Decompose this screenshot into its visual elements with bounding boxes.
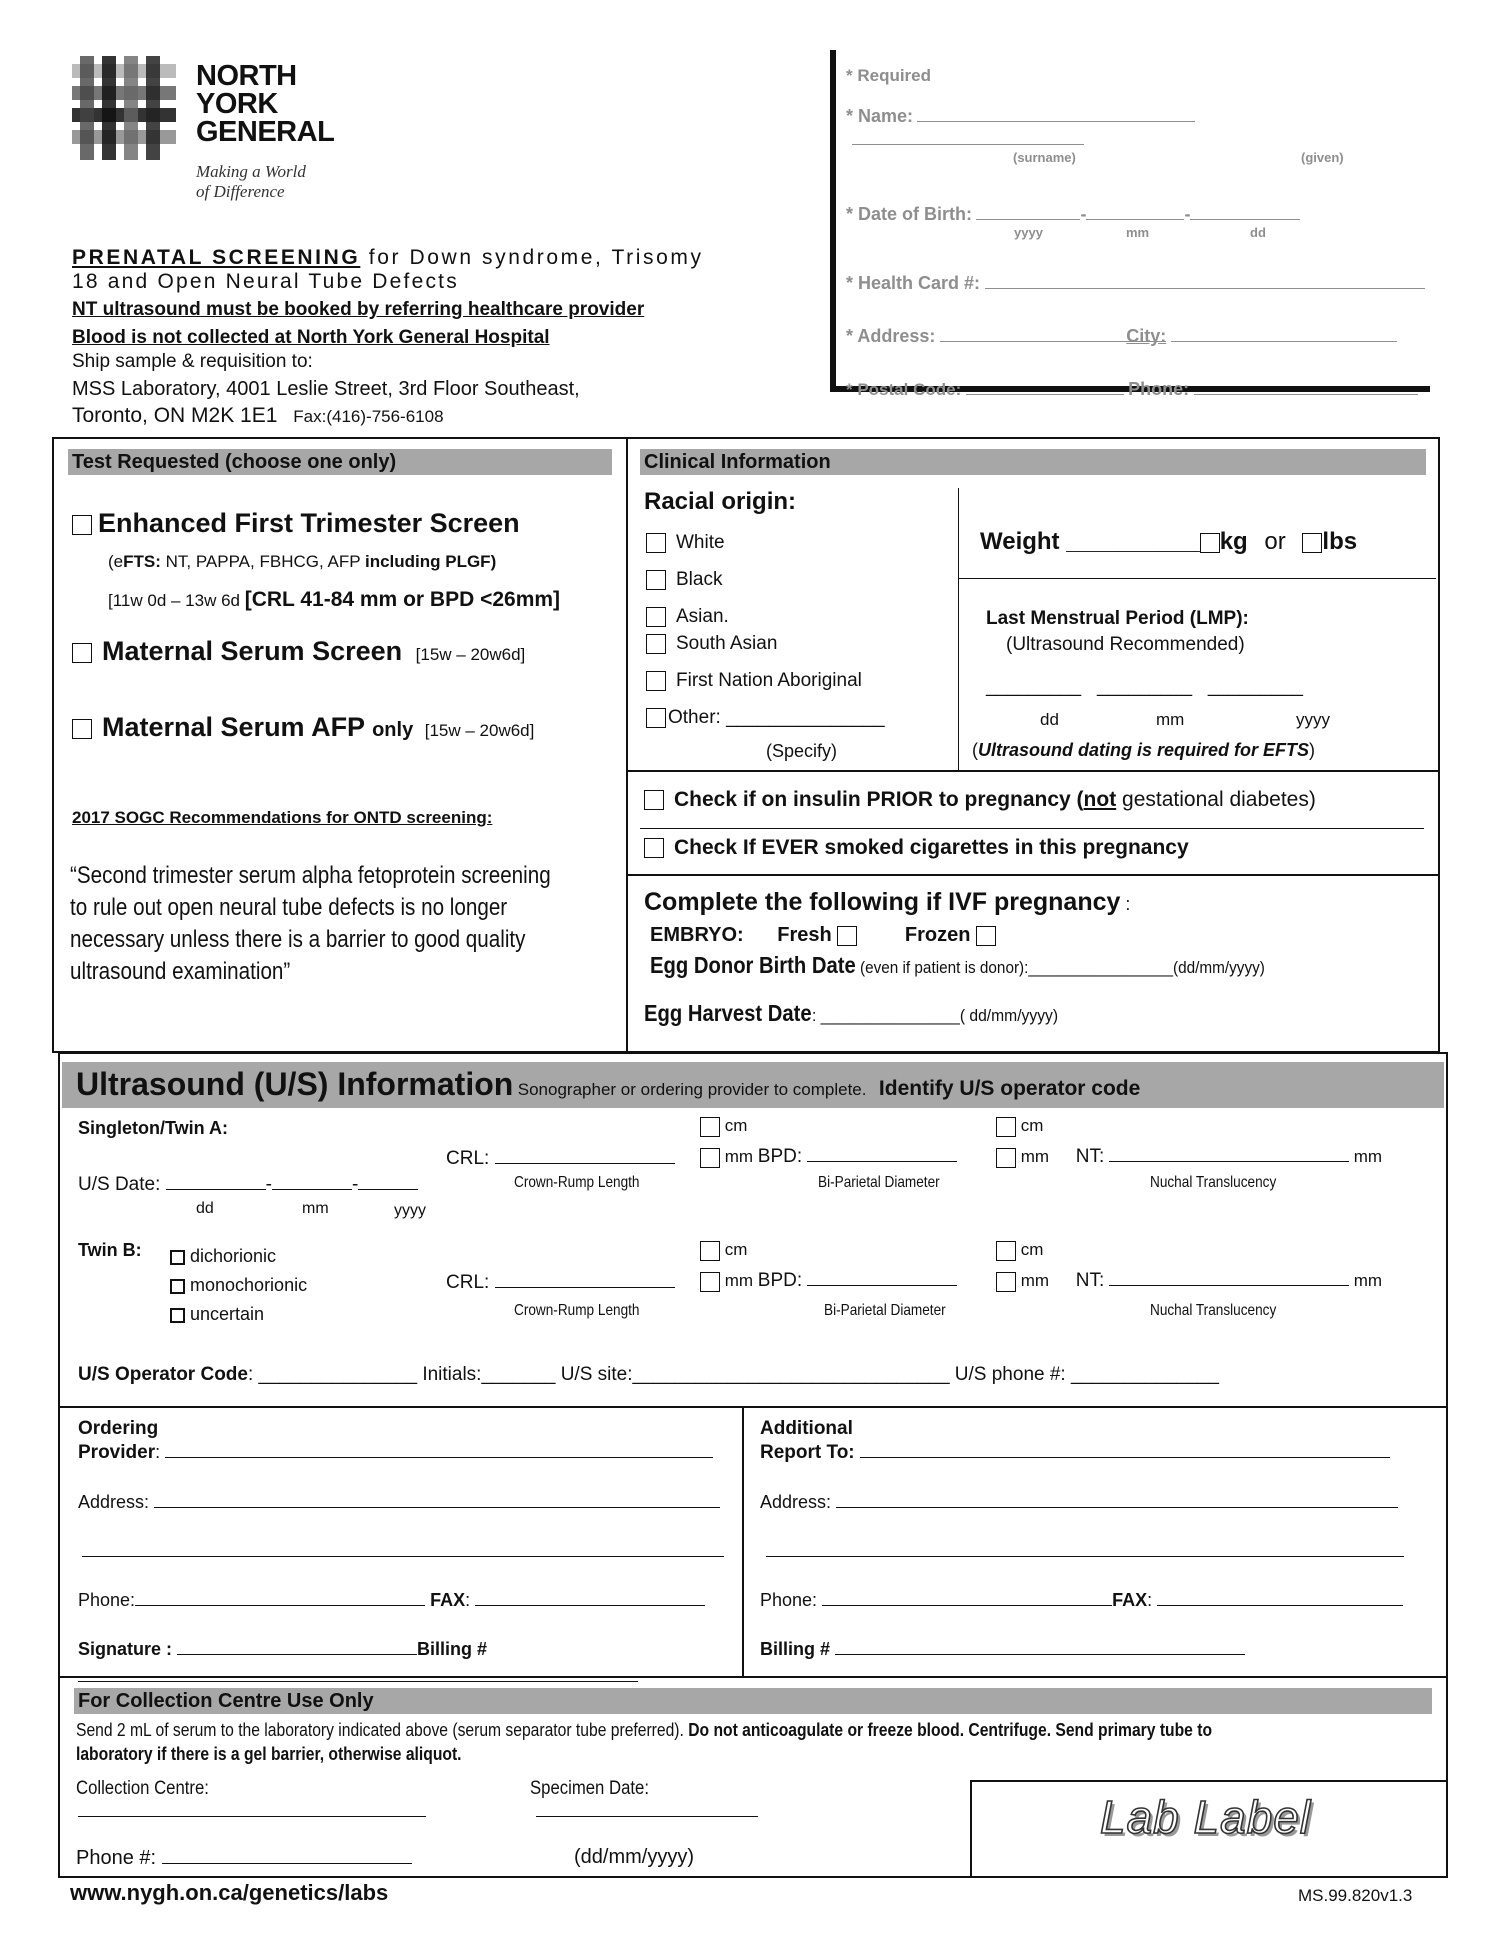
b-bpd-label: BPD: bbox=[757, 1270, 803, 1291]
patient-fields: * Required * Name: (surname) (given) * Date of Birth: - - yyyy mm dd * Health Card #: * Address: City: * Postal Code: Phone: bbox=[846, 66, 1436, 400]
required-note: * Required bbox=[846, 66, 932, 85]
smoke-option[interactable] bbox=[644, 836, 1189, 860]
twin-b-uncertain[interactable]: uncertain bbox=[170, 1300, 307, 1329]
specimen-date-field[interactable] bbox=[536, 1816, 758, 1817]
ordering-address-label: Address: bbox=[78, 1492, 150, 1512]
ordering-address-field[interactable] bbox=[154, 1490, 720, 1508]
logo-name-line2: YORK bbox=[196, 88, 278, 120]
logo bbox=[72, 56, 352, 216]
dob-month-field[interactable] bbox=[1086, 202, 1184, 220]
form-code: MS.99.820v1.3 bbox=[1298, 1886, 1413, 1905]
race-south-asian[interactable]: South Asian bbox=[646, 633, 885, 670]
bpd-cm-checkbox[interactable] bbox=[996, 1117, 1016, 1137]
race-specify-caption: (Specify) bbox=[766, 741, 838, 761]
efts-range-crl: [CRL 41-84 mm or BPD <26mm] bbox=[244, 588, 561, 611]
efts-detail-b: FTS: bbox=[123, 552, 161, 571]
logo-mark-icon bbox=[72, 56, 176, 160]
collection-instr-b: Do not anticoagulate or freeze blood. Centrifuge. Send primary tube to bbox=[688, 1720, 1213, 1740]
dob-day-field[interactable] bbox=[1190, 202, 1300, 220]
b-bpd-field[interactable] bbox=[807, 1268, 957, 1286]
egg-harvest-row[interactable] bbox=[644, 1000, 1080, 1027]
ordering-provider: Ordering Provider: Address: Phone: FAX: Signature : Billing # bbox=[78, 1418, 728, 1687]
b-crl-field[interactable] bbox=[495, 1270, 675, 1288]
additional-title-1: Additional bbox=[760, 1418, 853, 1439]
blood-note: Blood is not collected at North York General Hospital bbox=[72, 327, 550, 348]
tests-heading: Test Requested (choose one only) bbox=[68, 449, 612, 475]
lbs-label: lbs bbox=[1322, 528, 1358, 555]
kg-checkbox[interactable] bbox=[1200, 533, 1220, 553]
lmp-dd-caption: dd bbox=[1040, 710, 1059, 729]
lbs-checkbox[interactable] bbox=[1302, 533, 1322, 553]
additional-address-label: Address: bbox=[760, 1492, 832, 1512]
b-nt-field[interactable] bbox=[1109, 1268, 1349, 1286]
crl-field[interactable] bbox=[495, 1146, 675, 1164]
collection-instructions bbox=[76, 1718, 1311, 1766]
ordering-title-1: Ordering bbox=[78, 1418, 159, 1439]
signature-label: Signature : bbox=[78, 1639, 173, 1659]
weight-divider-h bbox=[958, 578, 1436, 579]
embryo-row bbox=[650, 924, 996, 947]
specimen-date-format: (dd/mm/yyyy) bbox=[574, 1846, 694, 1868]
weight-label: Weight __________ bbox=[980, 528, 1200, 555]
us-date-label: U/S Date: bbox=[78, 1174, 161, 1195]
smoke-label: Check If EVER smoked cigarettes in this pregnancy bbox=[674, 836, 1189, 859]
health-card-field[interactable] bbox=[985, 271, 1425, 289]
logo-tagline-1: Making a World bbox=[196, 162, 306, 181]
kg-label: kg bbox=[1219, 528, 1248, 555]
b-crl-label: CRL: bbox=[446, 1272, 490, 1293]
nt-note: NT ultrasound must be booked by referring healthcare provider bbox=[72, 299, 645, 320]
postal-code-field[interactable] bbox=[966, 377, 1124, 395]
operator-row[interactable] bbox=[78, 1364, 1219, 1386]
additional-address-field-2[interactable] bbox=[766, 1539, 1404, 1557]
twin-a-label: Singleton/Twin A: bbox=[78, 1118, 228, 1138]
lab-label-text: Lab Label bbox=[1100, 1791, 1312, 1843]
additional-title-2: Report To: bbox=[760, 1442, 855, 1463]
ordering-phone-field[interactable] bbox=[135, 1588, 425, 1606]
b-nt-label: NT: bbox=[1075, 1270, 1105, 1291]
sogc-quote bbox=[70, 860, 603, 988]
lmp-mm-caption: mm bbox=[1156, 710, 1185, 729]
mss-range: [15w – 20w6d] bbox=[415, 645, 526, 664]
insulin-note: gestational diabetes) bbox=[1116, 788, 1316, 811]
ultrasound-subtitle: Sonographer or ordering provider to complete. bbox=[517, 1080, 867, 1099]
lmp-note: (Ultrasound dating is required for EFTS) bbox=[972, 740, 1316, 760]
race-list bbox=[646, 532, 885, 762]
ivf-title bbox=[644, 888, 1130, 917]
ivf-colon: : bbox=[1120, 894, 1131, 914]
ultrasound-title: Ultrasound (U/S) Information bbox=[76, 1066, 514, 1102]
name-label: * Name: bbox=[846, 106, 914, 126]
b-bpd-caption: Bi-Parietal Diameter bbox=[824, 1302, 946, 1319]
clinical-heading: Clinical Information bbox=[640, 449, 1426, 475]
weight-field[interactable] bbox=[980, 528, 1357, 556]
egg-harvest-note: : ________________( dd/mm/yyyy) bbox=[812, 1006, 1059, 1025]
bpd-mm-checkbox[interactable] bbox=[996, 1148, 1016, 1168]
lmp-subtitle: (Ultrasound Recommended) bbox=[1006, 634, 1245, 655]
collection-instr-c: laboratory if there is a gel barrier, otherwise aliquot. bbox=[76, 1744, 462, 1764]
city-label: City: bbox=[1126, 326, 1167, 346]
us-date-yyyy: yyyy bbox=[394, 1202, 426, 1219]
additional-address-field[interactable] bbox=[836, 1490, 1398, 1508]
efts-checkbox[interactable] bbox=[72, 515, 92, 535]
additional-report: Additional Report To: Address: Phone: FAX: Billing # bbox=[760, 1418, 1430, 1660]
us-date-dd: dd bbox=[196, 1200, 214, 1217]
collection-phone-row[interactable] bbox=[76, 1846, 412, 1870]
sogc-heading: 2017 SOGC Recommendations for ONTD screening: bbox=[72, 808, 493, 827]
afp-option[interactable] bbox=[72, 712, 534, 743]
race-asian[interactable]: Asian. bbox=[646, 606, 885, 633]
racial-origin-label: Racial origin: bbox=[644, 488, 797, 515]
ultrasound-operator-note: Identify U/S operator code bbox=[878, 1077, 1141, 1100]
ivf-title-text: Complete the following if IVF pregnancy bbox=[644, 888, 1121, 916]
efts-detail-a: (e bbox=[108, 552, 124, 571]
additional-phone-field[interactable] bbox=[822, 1588, 1112, 1606]
collection-heading: For Collection Centre Use Only bbox=[74, 1688, 1432, 1714]
footer-url[interactable]: www.nygh.on.ca/genetics/labs bbox=[70, 1880, 389, 1905]
nt-label: NT: bbox=[1075, 1146, 1105, 1167]
b-crl-caption: Crown-Rump Length bbox=[514, 1302, 640, 1319]
efts-title: Enhanced First Trimester Screen bbox=[98, 508, 520, 538]
egg-donor-row[interactable] bbox=[650, 952, 1310, 979]
surname-caption: (surname) bbox=[1013, 150, 1076, 165]
quote-line-2: to rule out open neural tube defects is no longer bbox=[70, 894, 508, 921]
dob-yyyy-caption: yyyy bbox=[1014, 225, 1043, 240]
race-black[interactable]: Black bbox=[646, 569, 885, 606]
egg-harvest-label: Egg Harvest Date bbox=[644, 1000, 812, 1026]
b-crl-mm-checkbox[interactable] bbox=[700, 1272, 720, 1292]
efts-components bbox=[108, 552, 496, 572]
dob-mm-caption: mm bbox=[1126, 225, 1150, 240]
collection-centre-field[interactable] bbox=[78, 1816, 426, 1817]
efts-range bbox=[108, 588, 560, 612]
efts-detail-d: including PLGF) bbox=[364, 552, 497, 571]
egg-donor-label: Egg Donor Birth Date bbox=[650, 952, 856, 978]
ordering-fax-field[interactable] bbox=[475, 1588, 705, 1606]
smoke-checkbox[interactable] bbox=[644, 838, 664, 858]
lmp-title: Last Menstrual Period (LMP): bbox=[986, 608, 1249, 629]
address-label: * Address: bbox=[846, 326, 936, 346]
bpd-field[interactable] bbox=[807, 1144, 957, 1162]
additional-fax-field[interactable] bbox=[1157, 1588, 1403, 1606]
page-title-rest: for Down syndrome, Trisomy bbox=[360, 246, 704, 269]
ordering-billing-label: Billing # bbox=[417, 1639, 488, 1659]
phone-label: Phone: bbox=[1128, 379, 1190, 399]
additional-billing-field[interactable] bbox=[835, 1637, 1245, 1655]
crl-label: CRL: bbox=[446, 1148, 490, 1169]
collection-centre-label: Collection Centre: bbox=[76, 1778, 209, 1799]
health-card-label: * Health Card #: bbox=[846, 273, 981, 293]
crl-caption: Crown-Rump Length bbox=[514, 1174, 640, 1191]
mss-option[interactable] bbox=[72, 636, 525, 667]
b-nt-caption: Nuchal Translucency bbox=[1150, 1302, 1277, 1319]
b-crl-cm-checkbox[interactable] bbox=[700, 1241, 720, 1261]
ordering-fax-label: FAX bbox=[430, 1590, 466, 1610]
bpd-label: BPD: bbox=[757, 1146, 803, 1167]
twin-b-monochorionic[interactable]: monochorionic bbox=[170, 1271, 307, 1300]
race-white[interactable]: White bbox=[646, 532, 885, 569]
additional-phone-label: Phone: bbox=[760, 1590, 818, 1610]
afp-only: only bbox=[372, 719, 414, 741]
quote-line-1: “Second trimester serum alpha fetoprotein screening bbox=[70, 862, 551, 889]
lmp-date-field[interactable]: _________ _________ _________ bbox=[986, 676, 1303, 697]
race-other[interactable]: Other: _______________ bbox=[646, 707, 885, 741]
twin-a-measurements: cm CRL: mm BPD: cm mm NT: mm Crown-Rump Length Bi-Parietal Diameter Nuchal Translucency bbox=[446, 1116, 1383, 1191]
twin-b-measurements: cm CRL: mm BPD: cm mm NT: mm Crown-Rump Length Bi-Parietal Diameter Nuchal Translucency bbox=[446, 1240, 1383, 1319]
phone-field[interactable] bbox=[1194, 377, 1418, 395]
frozen-checkbox[interactable] bbox=[976, 926, 996, 946]
insulin-option[interactable] bbox=[644, 788, 1316, 812]
fresh-label: Fresh bbox=[777, 924, 832, 946]
bpd-caption: Bi-Parietal Diameter bbox=[818, 1174, 940, 1191]
page-title: PRENATAL SCREENING bbox=[72, 246, 361, 269]
ordering-title-2: Provider bbox=[78, 1442, 156, 1463]
quote-line-3: necessary unless there is a barrier to good quality bbox=[70, 926, 526, 953]
insulin-not: not bbox=[1083, 788, 1117, 811]
lmp-yyyy-caption: yyyy bbox=[1296, 710, 1330, 729]
us-date-row[interactable]: U/S Date: - - bbox=[78, 1172, 418, 1196]
additional-report-field[interactable] bbox=[860, 1440, 1390, 1458]
insulin-checkbox[interactable] bbox=[644, 790, 664, 810]
egg-donor-note: (even if patient is donor):_________________(dd/mm/yyyy) bbox=[859, 958, 1265, 977]
header-block bbox=[72, 246, 792, 429]
b-bpd-mm-checkbox[interactable] bbox=[996, 1272, 1016, 1292]
clinical-divider-h1 bbox=[626, 770, 1440, 772]
frozen-label: Frozen bbox=[904, 924, 971, 946]
given-name-field[interactable] bbox=[852, 127, 1084, 145]
afp-title: Maternal Serum AFP bbox=[102, 712, 365, 742]
crl-mm-checkbox[interactable] bbox=[700, 1148, 720, 1168]
ordering-address-field-2[interactable] bbox=[82, 1539, 724, 1557]
efts-detail-c: NT, PAPPA, FBHCG, AFP bbox=[160, 552, 365, 571]
crl-cm-checkbox[interactable] bbox=[700, 1117, 720, 1137]
ship-label: Ship sample & requisition to: bbox=[72, 351, 313, 372]
logo-name-line1: NORTH bbox=[196, 60, 297, 92]
provider-divider bbox=[742, 1406, 744, 1678]
nt-field[interactable] bbox=[1109, 1144, 1349, 1162]
race-first-nation[interactable]: First Nation Aboriginal bbox=[646, 670, 885, 707]
lab-address-2: Toronto, ON M2K 1E1 bbox=[72, 404, 278, 427]
mss-checkbox[interactable] bbox=[72, 643, 92, 663]
logo-tagline-2: of Difference bbox=[196, 182, 285, 201]
additional-fax-label: FAX bbox=[1112, 1590, 1148, 1610]
additional-billing-label: Billing # bbox=[760, 1639, 831, 1659]
operator-fields: : _______________ Initials:_______ U/S site:______________________________ U/S phone #: ______________ bbox=[247, 1364, 1219, 1385]
ultrasound-heading bbox=[76, 1066, 1140, 1103]
insulin-label: Check if on insulin PRIOR to pregnancy ( bbox=[674, 788, 1084, 811]
given-caption: (given) bbox=[1301, 150, 1344, 165]
us-date-mm: mm bbox=[302, 1200, 329, 1217]
dob-label: * Date of Birth: bbox=[846, 204, 972, 224]
afp-range: [15w – 20w6d] bbox=[424, 721, 535, 740]
dob-year-field[interactable] bbox=[976, 202, 1080, 220]
twin-b-dichorionic[interactable]: dichorionic bbox=[170, 1242, 307, 1271]
fresh-checkbox[interactable] bbox=[837, 926, 857, 946]
surname-field[interactable] bbox=[917, 104, 1195, 122]
or-label: or bbox=[1264, 528, 1286, 555]
logo-name-line3: GENERAL bbox=[196, 116, 335, 148]
clinical-divider-v bbox=[958, 488, 959, 770]
collection-phone-label: Phone #: bbox=[76, 1847, 157, 1869]
nt-caption: Nuchal Translucency bbox=[1150, 1174, 1277, 1191]
lmp-note-text: Ultrasound dating is required for EFTS bbox=[978, 740, 1310, 760]
lab-fax: Fax:(416)-756-6108 bbox=[293, 407, 444, 426]
collection-phone-field[interactable] bbox=[162, 1846, 412, 1864]
b-bpd-cm-checkbox[interactable] bbox=[996, 1241, 1016, 1261]
afp-checkbox[interactable] bbox=[72, 719, 92, 739]
postal-code-label: * Postal Code: bbox=[846, 380, 962, 399]
twin-b-label: Twin B: bbox=[78, 1240, 142, 1260]
efts-range-weeks: [11w 0d – 13w 6d bbox=[108, 591, 245, 610]
efts-option[interactable] bbox=[72, 508, 520, 539]
clinical-divider-h2 bbox=[626, 874, 1440, 876]
city-field[interactable] bbox=[1171, 324, 1397, 342]
ordering-phone-label: Phone: bbox=[78, 1590, 136, 1610]
lab-address-1: MSS Laboratory, 4001 Leslie Street, 3rd Floor Southeast, bbox=[72, 378, 580, 400]
dob-dd-caption: dd bbox=[1250, 225, 1266, 240]
insulin-underline bbox=[640, 828, 1424, 829]
specimen-date-label: Specimen Date: bbox=[530, 1778, 649, 1799]
quote-line-4: ultrasound examination” bbox=[70, 958, 291, 985]
collection-instr-a: Send 2 mL of serum to the laboratory indicated above (serum separator tube preferred). bbox=[76, 1720, 689, 1740]
ordering-provider-field[interactable] bbox=[165, 1440, 713, 1458]
mss-title: Maternal Serum Screen bbox=[102, 636, 403, 666]
operator-label: U/S Operator Code bbox=[78, 1364, 248, 1385]
embryo-label: EMBRYO: bbox=[650, 924, 744, 946]
signature-field[interactable] bbox=[177, 1637, 417, 1655]
page-title-line2: 18 and Open Neural Tube Defects bbox=[72, 270, 459, 293]
